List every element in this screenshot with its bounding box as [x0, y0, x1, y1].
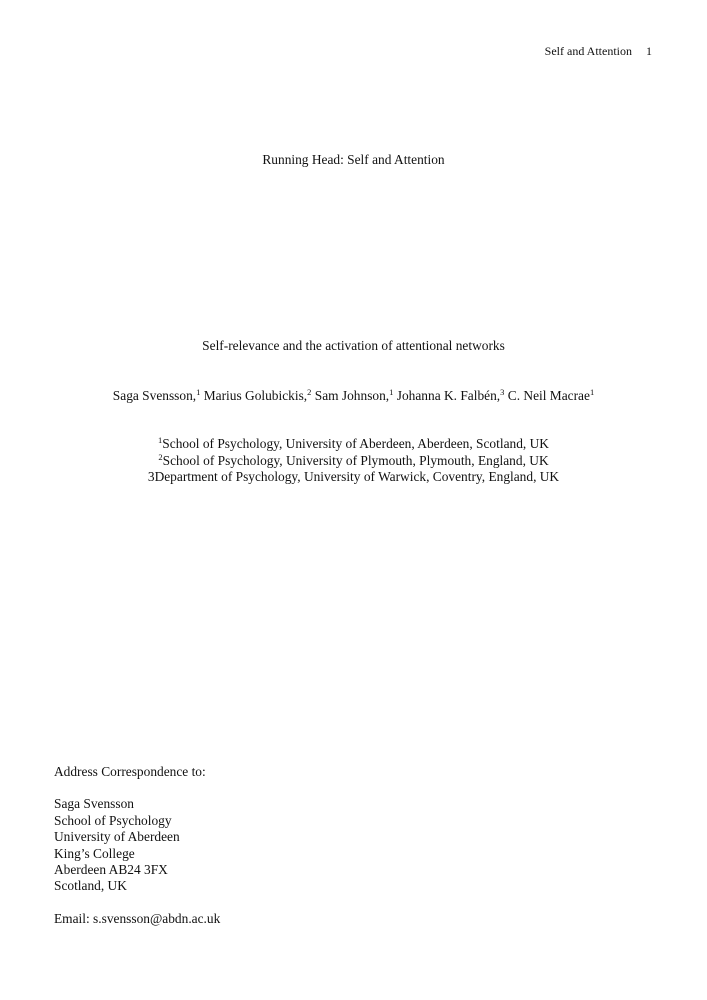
- author-list: [0, 388, 707, 404]
- author-name: Marius Golubickis,: [203, 388, 308, 403]
- affiliation-text: School of Psychology, University of Plymouth, Plymouth, England, UK: [162, 452, 549, 468]
- address-line: Aberdeen AB24 3FX: [54, 861, 168, 877]
- address-line: University of Aberdeen: [54, 829, 180, 845]
- affiliation-text: School of Psychology, University of Aberdeen, Aberdeen, Scotland, UK: [162, 436, 549, 451]
- correspondence-heading: Address Correspondence to:: [54, 764, 206, 779]
- page-number: 1: [646, 44, 652, 58]
- address-line: King’s College: [54, 845, 135, 861]
- correspondence-block: [54, 764, 220, 927]
- affiliation-list: [0, 436, 707, 486]
- affiliation-text: 3Department of Psychology, University of Warwick, Coventry, England, UK: [147, 469, 560, 485]
- address-line: School of Psychology: [54, 812, 172, 828]
- correspondence-email: Email: s.svensson@abdn.ac.uk: [54, 910, 221, 926]
- author-affiliation-mark: 1: [589, 387, 595, 397]
- address-line: Saga Svensson: [54, 796, 134, 812]
- author-affiliation-mark: 2: [307, 387, 312, 397]
- affiliation-line: [0, 469, 707, 486]
- header-short-title: Self and Attention: [544, 44, 632, 58]
- paper-title: Self-relevance and the activation of attentional networks: [202, 338, 505, 353]
- author-affiliation-mark: 3: [500, 387, 505, 397]
- affiliation-number: 2: [158, 451, 163, 462]
- affiliation-number: 1: [158, 435, 163, 445]
- address-line: Scotland, UK: [54, 878, 127, 894]
- author-name: Johanna K. Falbén,: [396, 388, 501, 403]
- author-name: Sam Johnson,: [314, 388, 390, 403]
- author-name: Saga Svensson,: [112, 388, 197, 403]
- affiliation-line: [0, 453, 707, 470]
- author-affiliation-mark: 1: [389, 387, 394, 397]
- affiliation-line: [0, 436, 707, 453]
- page-header: [545, 43, 652, 59]
- author-affiliation-mark: 1: [196, 387, 201, 397]
- running-head: Running Head: Self and Attention: [262, 152, 445, 167]
- author-name: C. Neil Macrae: [507, 388, 590, 403]
